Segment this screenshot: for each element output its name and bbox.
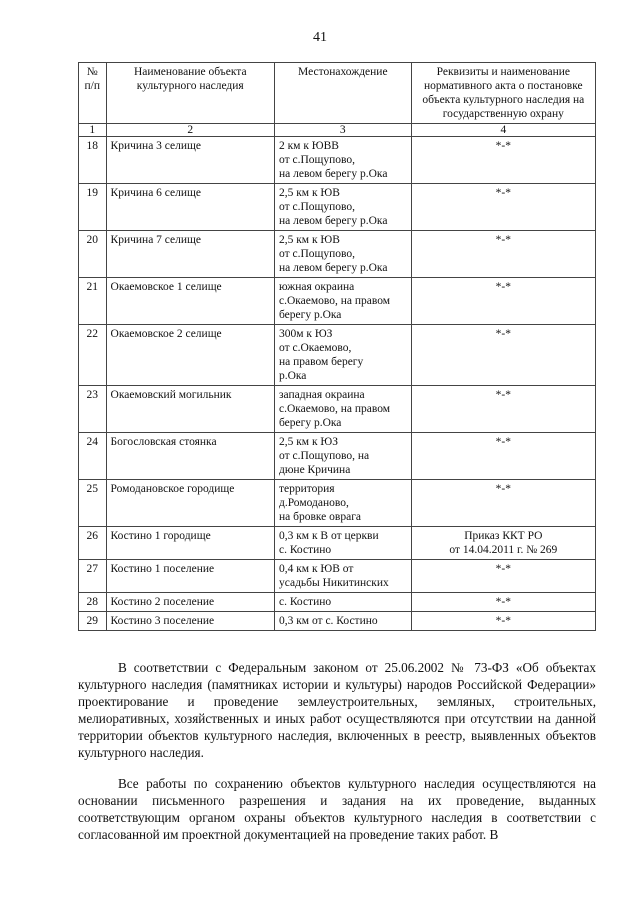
table-row	[79, 480, 596, 527]
location: 2,5 км к ЮЗ от с.Пощупово, на дюне Кричина	[274, 433, 411, 480]
paragraph-preservation-works: Все работы по сохранению объектов культурного наследия осуществляются на основании письменного разрешения и задания на их проведение, выданных соответствующим органом охраны объектов культурного наследия в соответствии с согласованной им проектной документацией на проведение таких работ. В	[78, 776, 596, 842]
location: 2 км к ЮВВ от с.Пощупово, на левом берегу р.Ока	[274, 137, 411, 184]
legal-act: *-*	[411, 137, 595, 184]
object-name: Кричина 7 селище	[106, 231, 274, 278]
table-row	[79, 612, 596, 631]
legal-act: *-*	[411, 560, 595, 593]
paragraph-federal-law: В соответствии с Федеральным законом от 25.06.2002 № 73-ФЗ «Об объектах культурного наследия (памятниках истории и культуры) народов Российской Федерации» проектирование и проведение землеустроительных, земляных, строительных, мелиоративных, хозяйственных и иных работ осуществляются при отсутствии на данной территории объектов культурного наследия, включенных в реестр, выявленных объектов культурного наследия.	[78, 660, 596, 760]
header-object-name: Наименование объекта культурного наследия	[106, 63, 274, 124]
column-number: 4	[411, 124, 595, 137]
legal-act: *-*	[411, 231, 595, 278]
row-number: 25	[79, 480, 107, 527]
legal-act: *-*	[411, 325, 595, 386]
location: 2,5 км к ЮВ от с.Пощупово, на левом берегу р.Ока	[274, 184, 411, 231]
location: 0,3 км к В от церкви с. Костино	[274, 527, 411, 560]
table-row	[79, 560, 596, 593]
legal-act: *-*	[411, 612, 595, 631]
object-name: Кричина 6 селище	[106, 184, 274, 231]
object-name: Ромодановское городище	[106, 480, 274, 527]
column-number: 2	[106, 124, 274, 137]
table-row	[79, 231, 596, 278]
object-name: Костино 2 поселение	[106, 593, 274, 612]
object-name: Окаемовское 2 селище	[106, 325, 274, 386]
object-name: Костино 3 поселение	[106, 612, 274, 631]
row-number: 18	[79, 137, 107, 184]
column-number: 1	[79, 124, 107, 137]
row-number: 22	[79, 325, 107, 386]
table-row	[79, 593, 596, 612]
table-row	[79, 184, 596, 231]
table-row	[79, 433, 596, 480]
object-name: Кричина 3 селище	[106, 137, 274, 184]
location: 300м к ЮЗ от с.Окаемово, на правом берегу р.Ока	[274, 325, 411, 386]
table-row	[79, 527, 596, 560]
row-number: 19	[79, 184, 107, 231]
row-number: 21	[79, 278, 107, 325]
location: 2,5 км к ЮВ от с.Пощупово, на левом берегу р.Ока	[274, 231, 411, 278]
header-legal-act: Реквизиты и наименование нормативного акта о постановке объекта культурного наследия на государственную охрану	[411, 63, 595, 124]
location: 0,4 км к ЮВ от усадьбы Никитинских	[274, 560, 411, 593]
location: западная окраина с.Окаемово, на правом берегу р.Ока	[274, 386, 411, 433]
table-header-row	[79, 63, 596, 124]
header-location: Местонахождение	[274, 63, 411, 124]
object-name: Окаемовское 1 селище	[106, 278, 274, 325]
header-number: № п/п	[79, 63, 107, 124]
legal-act: *-*	[411, 480, 595, 527]
legal-act: Приказ ККТ РО от 14.04.2011 г. № 269	[411, 527, 595, 560]
row-number: 24	[79, 433, 107, 480]
row-number: 23	[79, 386, 107, 433]
location: 0,3 км от с. Костино	[274, 612, 411, 631]
table-row	[79, 137, 596, 184]
table-row	[79, 278, 596, 325]
row-number: 27	[79, 560, 107, 593]
row-number: 28	[79, 593, 107, 612]
table-row	[79, 386, 596, 433]
object-name: Костино 1 поселение	[106, 560, 274, 593]
table-row	[79, 325, 596, 386]
row-number: 29	[79, 612, 107, 631]
column-number-row	[79, 124, 596, 137]
row-number: 26	[79, 527, 107, 560]
legal-act: *-*	[411, 278, 595, 325]
object-name: Костино 1 городище	[106, 527, 274, 560]
object-name: Богословская стоянка	[106, 433, 274, 480]
heritage-objects-table	[78, 62, 596, 631]
table-body	[79, 137, 596, 631]
object-name: Окаемовский могильник	[106, 386, 274, 433]
location: с. Костино	[274, 593, 411, 612]
row-number: 20	[79, 231, 107, 278]
legal-act: *-*	[411, 184, 595, 231]
page-number: 41	[313, 30, 327, 45]
location: южная окраина с.Окаемово, на правом берегу р.Ока	[274, 278, 411, 325]
legal-act: *-*	[411, 386, 595, 433]
legal-act: *-*	[411, 593, 595, 612]
column-number: 3	[274, 124, 411, 137]
legal-act: *-*	[411, 433, 595, 480]
location: территория д.Ромоданово, на бровке оврага	[274, 480, 411, 527]
